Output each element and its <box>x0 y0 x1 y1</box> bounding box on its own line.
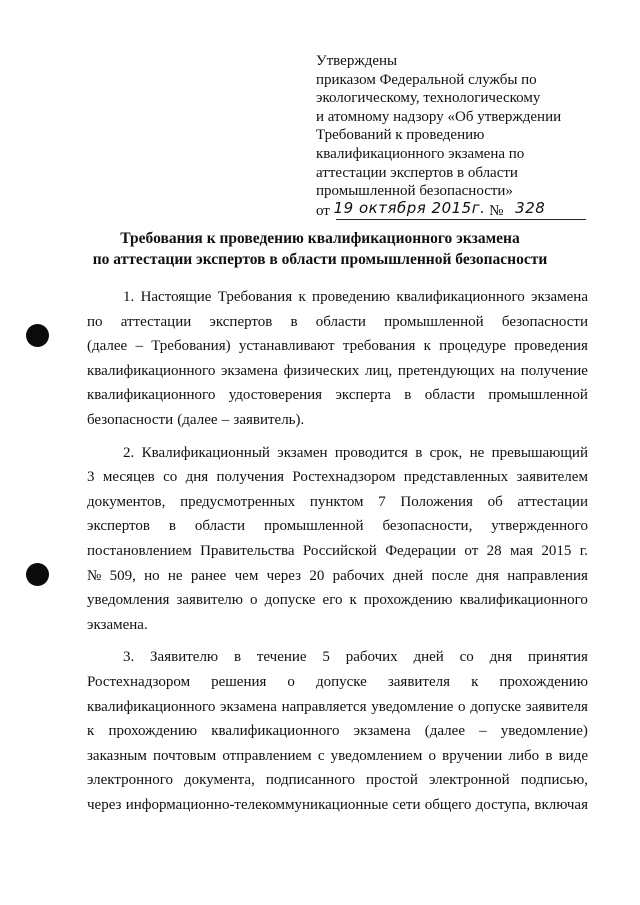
approval-block <box>316 52 586 221</box>
document-title <box>0 228 640 270</box>
date-prefix: от <box>316 202 330 219</box>
approval-line: приказом Федеральной службы по <box>316 71 537 88</box>
approval-line: и атомному надзору «Об утверждении <box>316 108 562 125</box>
approval-date-line <box>316 198 586 221</box>
text-line: постановлением Правительства Российской Федерации от 28 мая 2015 г. <box>87 542 588 559</box>
text-line: квалификационного экзамена физических лиц, претендующих на получение <box>87 362 588 379</box>
title-line-1: Требования к проведению квалификационного экзамена <box>120 230 520 247</box>
text-line: квалификационного экзамена направляется уведомление о допуске заявителя <box>87 698 588 715</box>
text-line: 3 месяцев со дня получения Ростехнадзором представленных заявителем <box>87 469 588 486</box>
text-line: через информационно-телекоммуникационные сети общего доступа, включая <box>87 796 588 813</box>
text-line: документов, предусмотренных пунктом 7 Положения об аттестации <box>87 493 588 510</box>
paragraph-3 <box>87 645 588 817</box>
text-line: 3. Заявителю в течение 5 рабочих дней со дня принятия <box>123 649 588 666</box>
text-line: по аттестации экспертов в области промышленной безопасности <box>87 313 588 330</box>
text-line: квалификационного удостоверения эксперта в области промышленной <box>87 387 588 404</box>
punch-hole-top <box>26 324 49 347</box>
title-line-2: по аттестации экспертов в области промышленной безопасности <box>92 251 548 268</box>
text-line: Ростехнадзором решения о допуске заявителя к прохождению <box>87 673 588 690</box>
approval-line: квалификационного экзамена по <box>316 145 525 162</box>
handwritten-date: 19 октября 2015г. <box>333 198 486 217</box>
text-line: экспертов в области промышленной безопасности, утвержденного <box>87 518 588 535</box>
approval-line: Утверждены <box>316 53 398 69</box>
text-line: уведомления заявителю о допуске его к прохождению квалификационного <box>87 592 588 609</box>
paragraph-1 <box>87 285 588 433</box>
text-line: экзамена. <box>87 616 148 633</box>
handwritten-number: 328 <box>515 198 546 217</box>
approval-line: промышленной безопасности» <box>316 183 513 200</box>
approval-line: экологическому, технологическому <box>316 90 541 107</box>
text-line: 1. Настоящие Требования к проведению квалификационного экзамена <box>123 289 588 305</box>
text-line: электронного документа, подписанного простой электронной подписью, <box>87 772 588 789</box>
text-line: № 509, но не ранее чем через 20 рабочих дней после дня направления <box>87 567 588 584</box>
text-line: (далее – Требования) устанавливают требования к процедуре проведения <box>87 338 588 355</box>
text-line: к прохождению квалификационного экзамена (далее – уведомление) <box>87 723 588 740</box>
approval-line: аттестации экспертов в области <box>316 164 518 181</box>
paragraph-2 <box>87 441 588 638</box>
text-line: безопасности (далее – заявитель). <box>87 411 305 428</box>
text-line: 2. Квалификационный экзамен проводится в срок, не превышающий <box>123 444 588 461</box>
document-body <box>87 285 588 817</box>
number-sign: № <box>489 202 504 219</box>
approval-line: Требований к проведению <box>316 127 485 144</box>
text-line: заказным почтовым отправлением с уведомлением о вручении либо в виде <box>87 747 588 764</box>
date-underline <box>336 219 586 220</box>
punch-hole-bottom <box>26 563 49 586</box>
